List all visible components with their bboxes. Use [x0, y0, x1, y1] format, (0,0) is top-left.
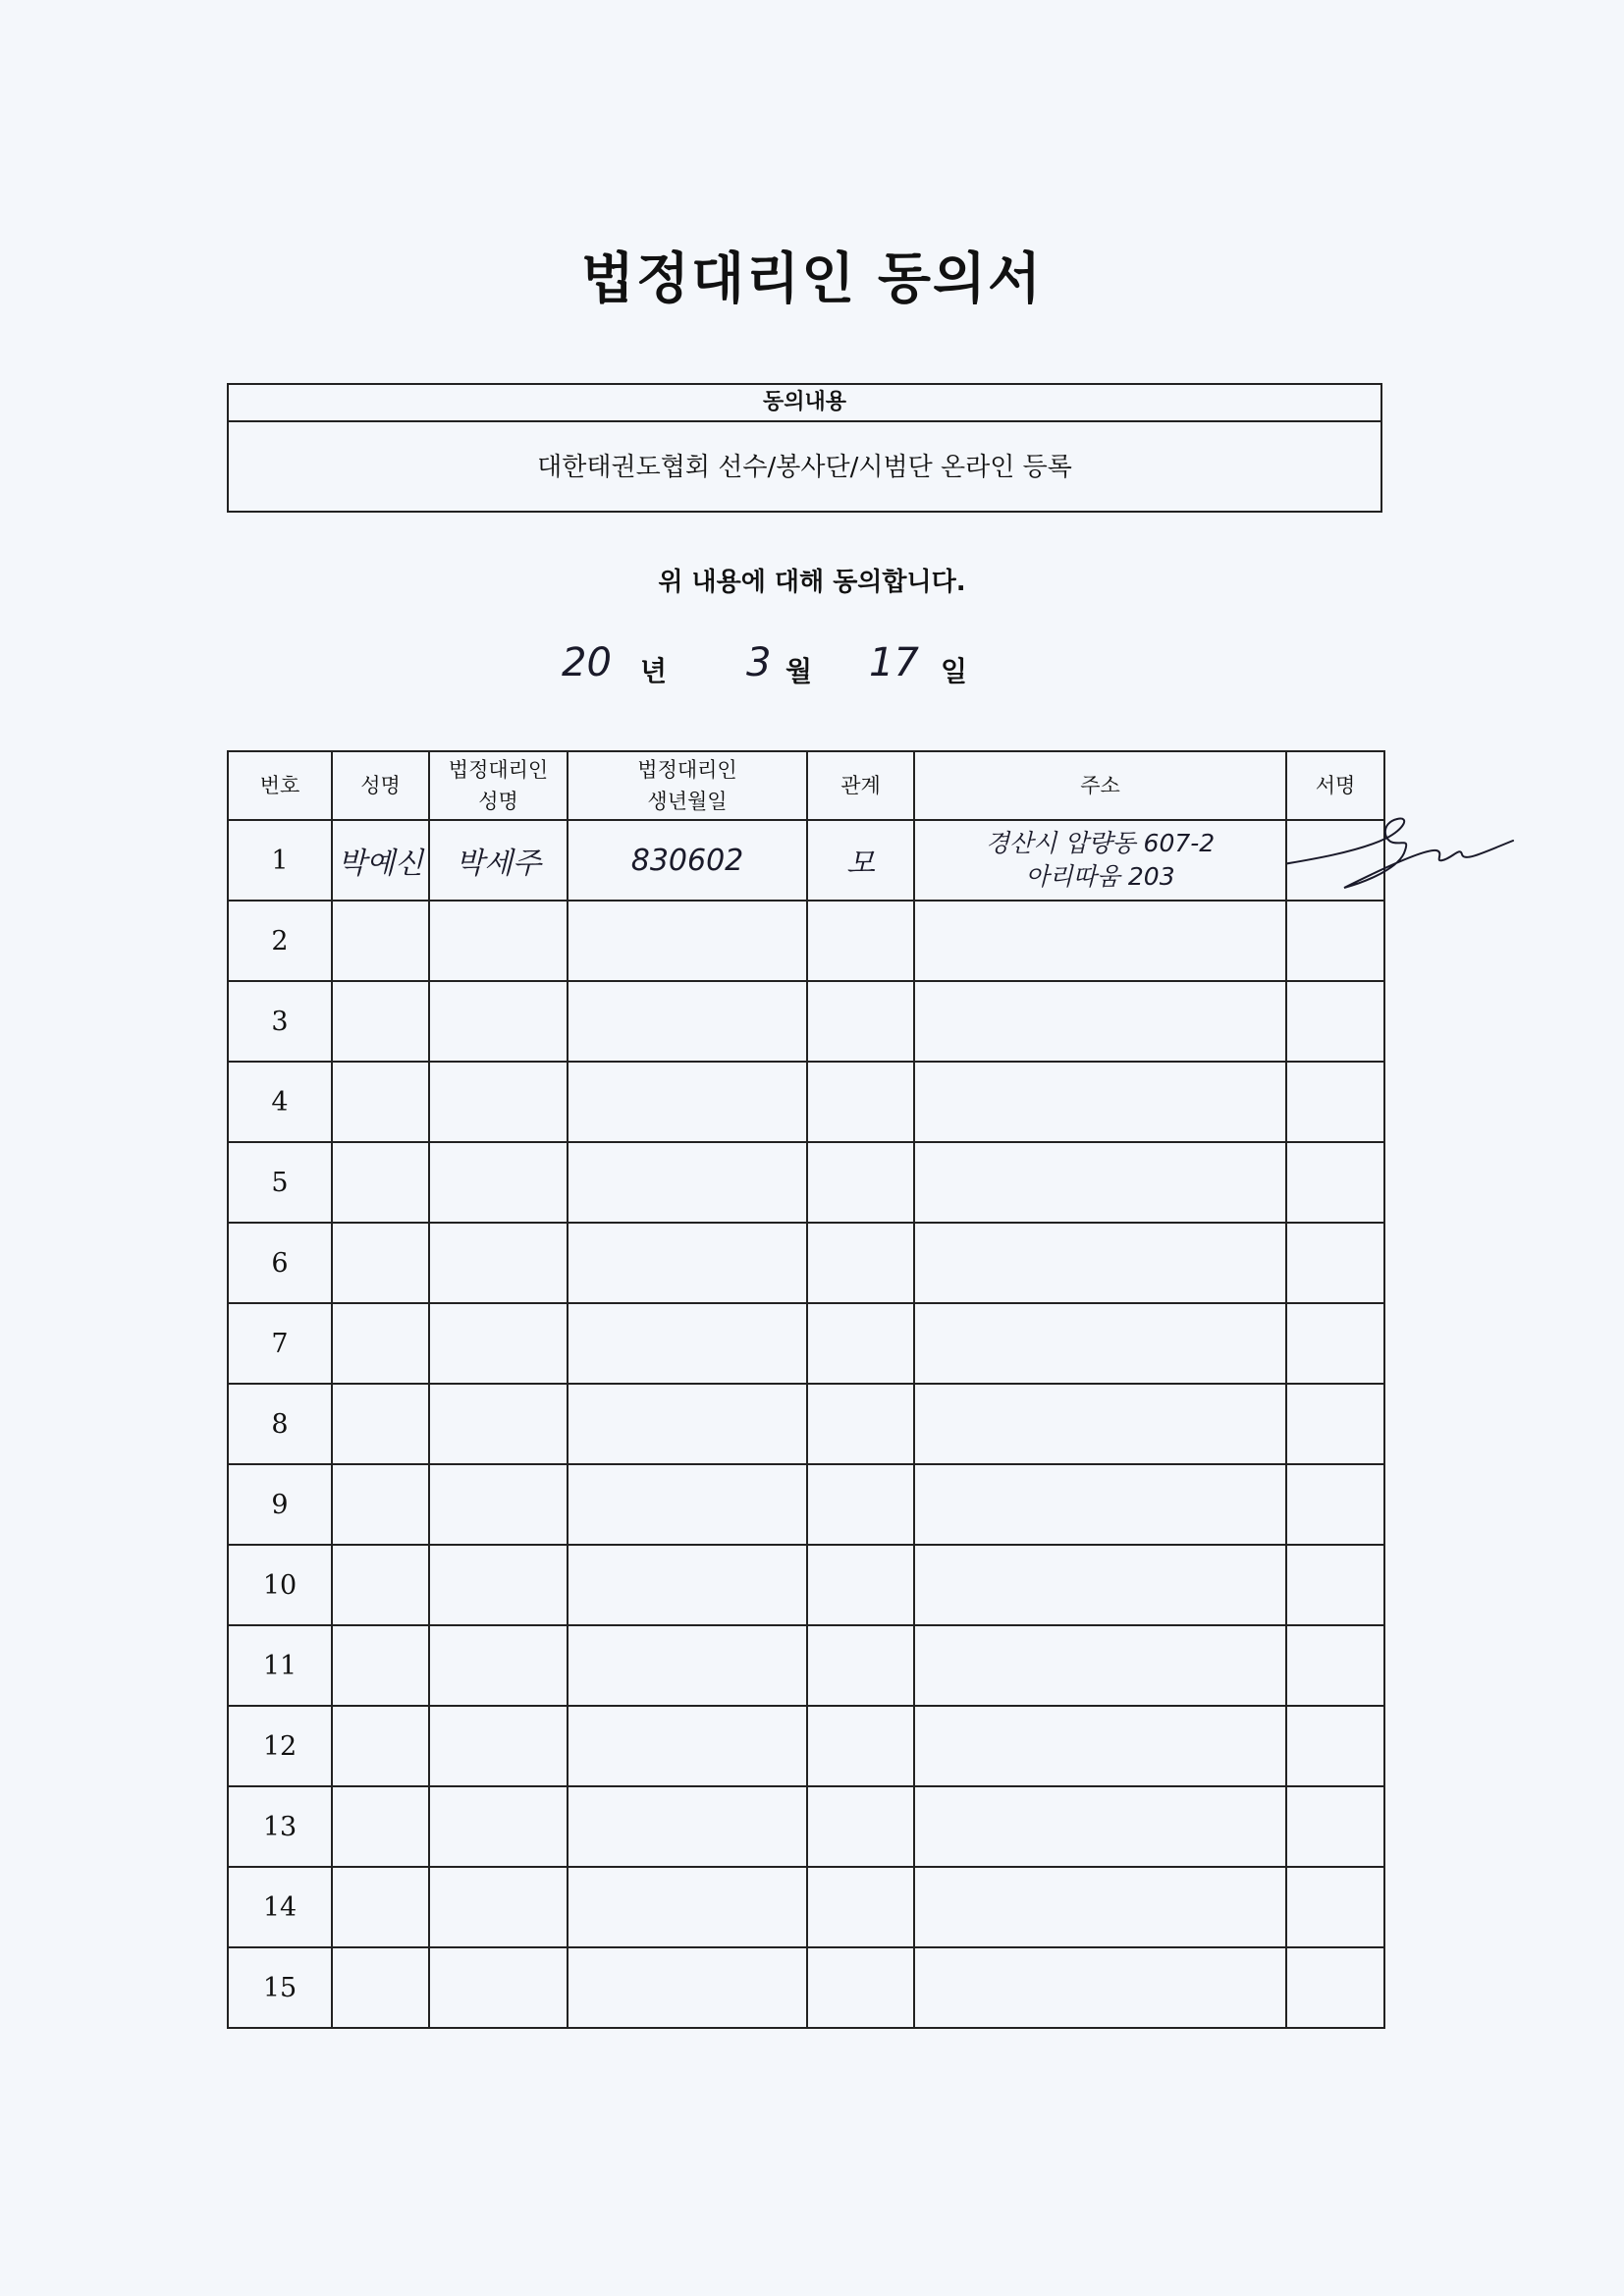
header-name: 성명: [332, 751, 429, 820]
row-no: 6: [228, 1223, 332, 1303]
table-row: [228, 1947, 1384, 2028]
date-day-value: 17: [869, 640, 919, 685]
table-row: [228, 1303, 1384, 1384]
table-row: [228, 1384, 1384, 1464]
header-guardian-name: 법정대리인 성명: [429, 751, 568, 820]
consent-text: 대한태권도협회 선수/봉사단/시범단 온라인 등록: [537, 453, 1072, 482]
consent-content-box: [227, 383, 1382, 513]
row-no: 9: [228, 1464, 332, 1545]
date-month-value: 3: [746, 640, 772, 685]
row-no: 11: [228, 1625, 332, 1706]
table-row: [228, 1625, 1384, 1706]
table-row: [228, 1867, 1384, 1947]
date-month-label: 월: [785, 655, 813, 687]
row-no: 14: [228, 1867, 332, 1947]
consent-header: 동의내용: [229, 385, 1380, 422]
row-relation: 모: [807, 820, 914, 901]
header-no: 번호: [228, 751, 332, 820]
agree-statement: 위 내용에 대해 동의합니다.: [658, 568, 966, 597]
guardian-register-table: [227, 750, 1385, 2029]
table-row: [228, 1786, 1384, 1867]
table-row: [228, 820, 1384, 901]
header-signature: 서명: [1286, 751, 1384, 820]
table-row: [228, 1062, 1384, 1142]
date-year-value: 20: [562, 640, 612, 685]
row-name: 박예신: [332, 820, 429, 901]
table-row: [228, 1223, 1384, 1303]
table-header-row: [228, 751, 1384, 820]
header-relation: 관계: [807, 751, 914, 820]
date-day-label: 일: [941, 655, 968, 687]
table-row: [228, 981, 1384, 1062]
row-no: 1: [228, 820, 332, 901]
row-no: 2: [228, 901, 332, 981]
row-no: 5: [228, 1142, 332, 1223]
header-address: 주소: [914, 751, 1286, 820]
row-no: 12: [228, 1706, 332, 1786]
row-address: [914, 820, 1286, 901]
address-line-1: 경산시 압량동 607-2: [985, 829, 1216, 857]
row-guardian-birth: 830602: [568, 820, 807, 901]
row-no: 3: [228, 981, 332, 1062]
date-year-label: 년: [640, 655, 668, 687]
row-no: 4: [228, 1062, 332, 1142]
header-guardian-birth: 법정대리인 생년월일: [568, 751, 807, 820]
row-guardian-name: 박세주: [429, 820, 568, 901]
row-no: 13: [228, 1786, 332, 1867]
row-no: 8: [228, 1384, 332, 1464]
handwritten-signature: [1287, 811, 1523, 909]
row-signature: [1286, 820, 1384, 901]
date-line: [0, 638, 1624, 697]
table-row: [228, 1545, 1384, 1625]
table-row: [228, 1464, 1384, 1545]
table-row: [228, 901, 1384, 981]
address-line-2: 아리따움 203: [1025, 862, 1175, 891]
row-no: 7: [228, 1303, 332, 1384]
page-title: 법정대리인 동의서: [580, 247, 1044, 311]
table-row: [228, 1142, 1384, 1223]
row-no: 15: [228, 1947, 332, 2028]
table-row: [228, 1706, 1384, 1786]
row-no: 10: [228, 1545, 332, 1625]
